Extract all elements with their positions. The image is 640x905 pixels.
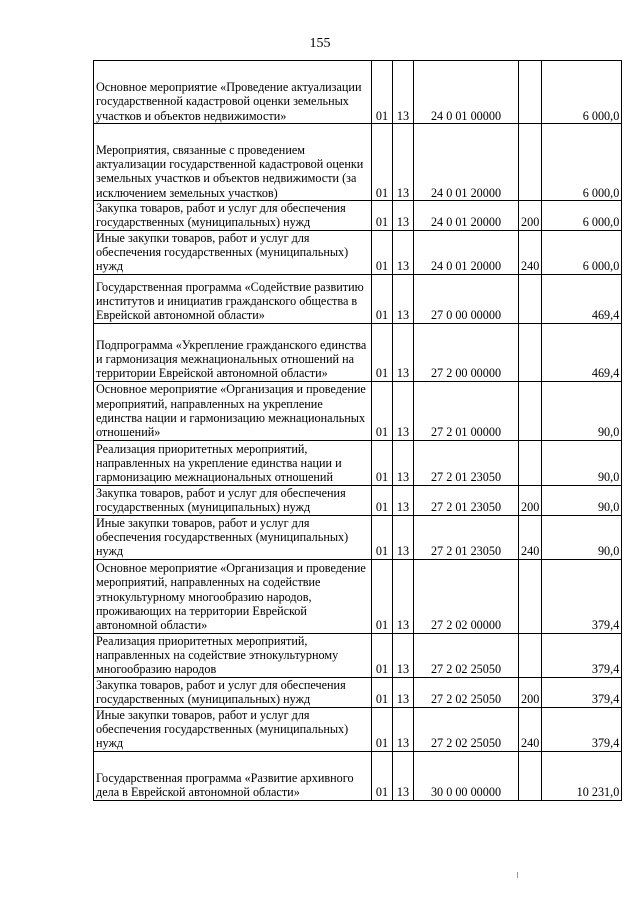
row-section-cell: 01: [372, 61, 393, 124]
row-amount-cell: 90,0: [542, 381, 622, 440]
row-expense-type-cell: 200: [519, 677, 542, 707]
row-subsection-cell: 13: [393, 440, 414, 485]
row-subsection-cell: 13: [393, 230, 414, 274]
row-name-cell: Подпрограмма «Укрепление гражданского единства и гармонизация межнациональных отношений на территории Еврейской автономной области»: [94, 323, 372, 381]
table-row: [94, 440, 622, 485]
scan-mark: [517, 872, 518, 878]
table-row: [94, 559, 622, 633]
row-subsection-cell: 13: [393, 677, 414, 707]
row-expense-type-cell: [519, 751, 542, 800]
row-expense-type-cell: 200: [519, 201, 542, 231]
row-subsection-cell: 13: [393, 381, 414, 440]
row-subsection-cell: 13: [393, 751, 414, 800]
table-row: [94, 201, 622, 231]
row-name-cell: Основное мероприятие «Проведение актуализации государственной кадастровой оценки земельных участков и объектов недвижимости»: [94, 61, 372, 124]
row-name-cell: Государственная программа «Развитие архивного дела в Еврейской автономной области»: [94, 751, 372, 800]
row-subsection-cell: 13: [393, 124, 414, 201]
row-target-article-cell: 30 0 00 00000: [414, 751, 519, 800]
row-name-cell: Иные закупки товаров, работ и услуг для обеспечения государственных (муниципальных) нужд: [94, 707, 372, 751]
row-amount-cell: 469,4: [542, 323, 622, 381]
row-name-cell: Иные закупки товаров, работ и услуг для обеспечения государственных (муниципальных) нужд: [94, 515, 372, 559]
page-number: 155: [309, 36, 331, 51]
row-expense-type-cell: [519, 274, 542, 323]
row-expense-type-cell: [519, 559, 542, 633]
table-row: [94, 485, 622, 515]
table-row: [94, 323, 622, 381]
row-section-cell: 01: [372, 485, 393, 515]
row-target-article-cell: 24 0 01 20000: [414, 230, 519, 274]
row-expense-type-cell: [519, 440, 542, 485]
row-amount-cell: 469,4: [542, 274, 622, 323]
row-name-cell: Основное мероприятие «Организация и проведение мероприятий, направленных на содействие этнокультурному многообразию народов, проживающих на территории Еврейской автономной области»: [94, 559, 372, 633]
row-subsection-cell: 13: [393, 485, 414, 515]
row-subsection-cell: 13: [393, 633, 414, 677]
table-row: [94, 381, 622, 440]
row-target-article-cell: 27 0 00 00000: [414, 274, 519, 323]
row-section-cell: 01: [372, 559, 393, 633]
row-subsection-cell: 13: [393, 515, 414, 559]
row-target-article-cell: 27 2 02 25050: [414, 677, 519, 707]
row-name-cell: Иные закупки товаров, работ и услуг для обеспечения государственных (муниципальных) нужд: [94, 230, 372, 274]
row-amount-cell: 90,0: [542, 485, 622, 515]
table-row: [94, 61, 622, 124]
row-amount-cell: 379,4: [542, 559, 622, 633]
row-expense-type-cell: 240: [519, 515, 542, 559]
row-amount-cell: 90,0: [542, 440, 622, 485]
table-row: [94, 230, 622, 274]
row-subsection-cell: 13: [393, 201, 414, 231]
budget-table: [93, 60, 622, 801]
row-amount-cell: 6 000,0: [542, 61, 622, 124]
row-expense-type-cell: 200: [519, 485, 542, 515]
row-section-cell: 01: [372, 201, 393, 231]
row-target-article-cell: 27 2 02 25050: [414, 707, 519, 751]
table-row: [94, 707, 622, 751]
row-name-cell: Мероприятия, связанные с проведением актуализации государственной кадастровой оценки земельных участков и объектов недвижимости (за исключением земельных участков): [94, 124, 372, 201]
row-target-article-cell: 27 2 02 00000: [414, 559, 519, 633]
row-target-article-cell: 27 2 01 23050: [414, 515, 519, 559]
table-row: [94, 124, 622, 201]
budget-table-body: [94, 61, 622, 801]
row-amount-cell: 6 000,0: [542, 230, 622, 274]
row-amount-cell: 6 000,0: [542, 201, 622, 231]
row-section-cell: 01: [372, 323, 393, 381]
row-expense-type-cell: 240: [519, 707, 542, 751]
row-section-cell: 01: [372, 677, 393, 707]
row-target-article-cell: 24 0 01 20000: [414, 201, 519, 231]
table-row: [94, 274, 622, 323]
table-row: [94, 677, 622, 707]
row-target-article-cell: 27 2 01 23050: [414, 485, 519, 515]
row-name-cell: Реализация приоритетных мероприятий, направленных на укрепление единства нации и гармонизацию межнациональных отношений: [94, 440, 372, 485]
row-amount-cell: 6 000,0: [542, 124, 622, 201]
row-expense-type-cell: [519, 61, 542, 124]
table-row: [94, 515, 622, 559]
row-name-cell: Основное мероприятие «Организация и проведение мероприятий, направленных на укрепление единства нации и гармонизацию межнациональных отношений»: [94, 381, 372, 440]
row-amount-cell: 379,4: [542, 707, 622, 751]
row-name-cell: Закупка товаров, работ и услуг для обеспечения государственных (муниципальных) нужд: [94, 677, 372, 707]
row-name-cell: Закупка товаров, работ и услуг для обеспечения государственных (муниципальных) нужд: [94, 201, 372, 231]
row-target-article-cell: 24 0 01 00000: [414, 61, 519, 124]
row-section-cell: 01: [372, 274, 393, 323]
row-section-cell: 01: [372, 381, 393, 440]
table-row: [94, 633, 622, 677]
row-section-cell: 01: [372, 515, 393, 559]
row-section-cell: 01: [372, 124, 393, 201]
row-expense-type-cell: [519, 633, 542, 677]
row-subsection-cell: 13: [393, 323, 414, 381]
row-section-cell: 01: [372, 751, 393, 800]
row-target-article-cell: 24 0 01 20000: [414, 124, 519, 201]
row-subsection-cell: 13: [393, 61, 414, 124]
row-target-article-cell: 27 2 01 00000: [414, 381, 519, 440]
row-section-cell: 01: [372, 230, 393, 274]
row-subsection-cell: 13: [393, 707, 414, 751]
row-name-cell: Реализация приоритетных мероприятий, направленных на содействие этнокультурному многообразию народов: [94, 633, 372, 677]
row-section-cell: 01: [372, 440, 393, 485]
row-amount-cell: 379,4: [542, 677, 622, 707]
row-amount-cell: 379,4: [542, 633, 622, 677]
row-expense-type-cell: 240: [519, 230, 542, 274]
row-expense-type-cell: [519, 323, 542, 381]
row-subsection-cell: 13: [393, 274, 414, 323]
row-section-cell: 01: [372, 633, 393, 677]
row-target-article-cell: 27 2 02 25050: [414, 633, 519, 677]
row-subsection-cell: 13: [393, 559, 414, 633]
row-amount-cell: 90,0: [542, 515, 622, 559]
row-name-cell: Закупка товаров, работ и услуг для обеспечения государственных (муниципальных) нужд: [94, 485, 372, 515]
row-name-cell: Государственная программа «Содействие развитию институтов и инициатив гражданского общества в Еврейской автономной области»: [94, 274, 372, 323]
row-target-article-cell: 27 2 01 23050: [414, 440, 519, 485]
table-row: [94, 751, 622, 800]
row-section-cell: 01: [372, 707, 393, 751]
row-expense-type-cell: [519, 124, 542, 201]
row-target-article-cell: 27 2 00 00000: [414, 323, 519, 381]
row-amount-cell: 10 231,0: [542, 751, 622, 800]
row-expense-type-cell: [519, 381, 542, 440]
